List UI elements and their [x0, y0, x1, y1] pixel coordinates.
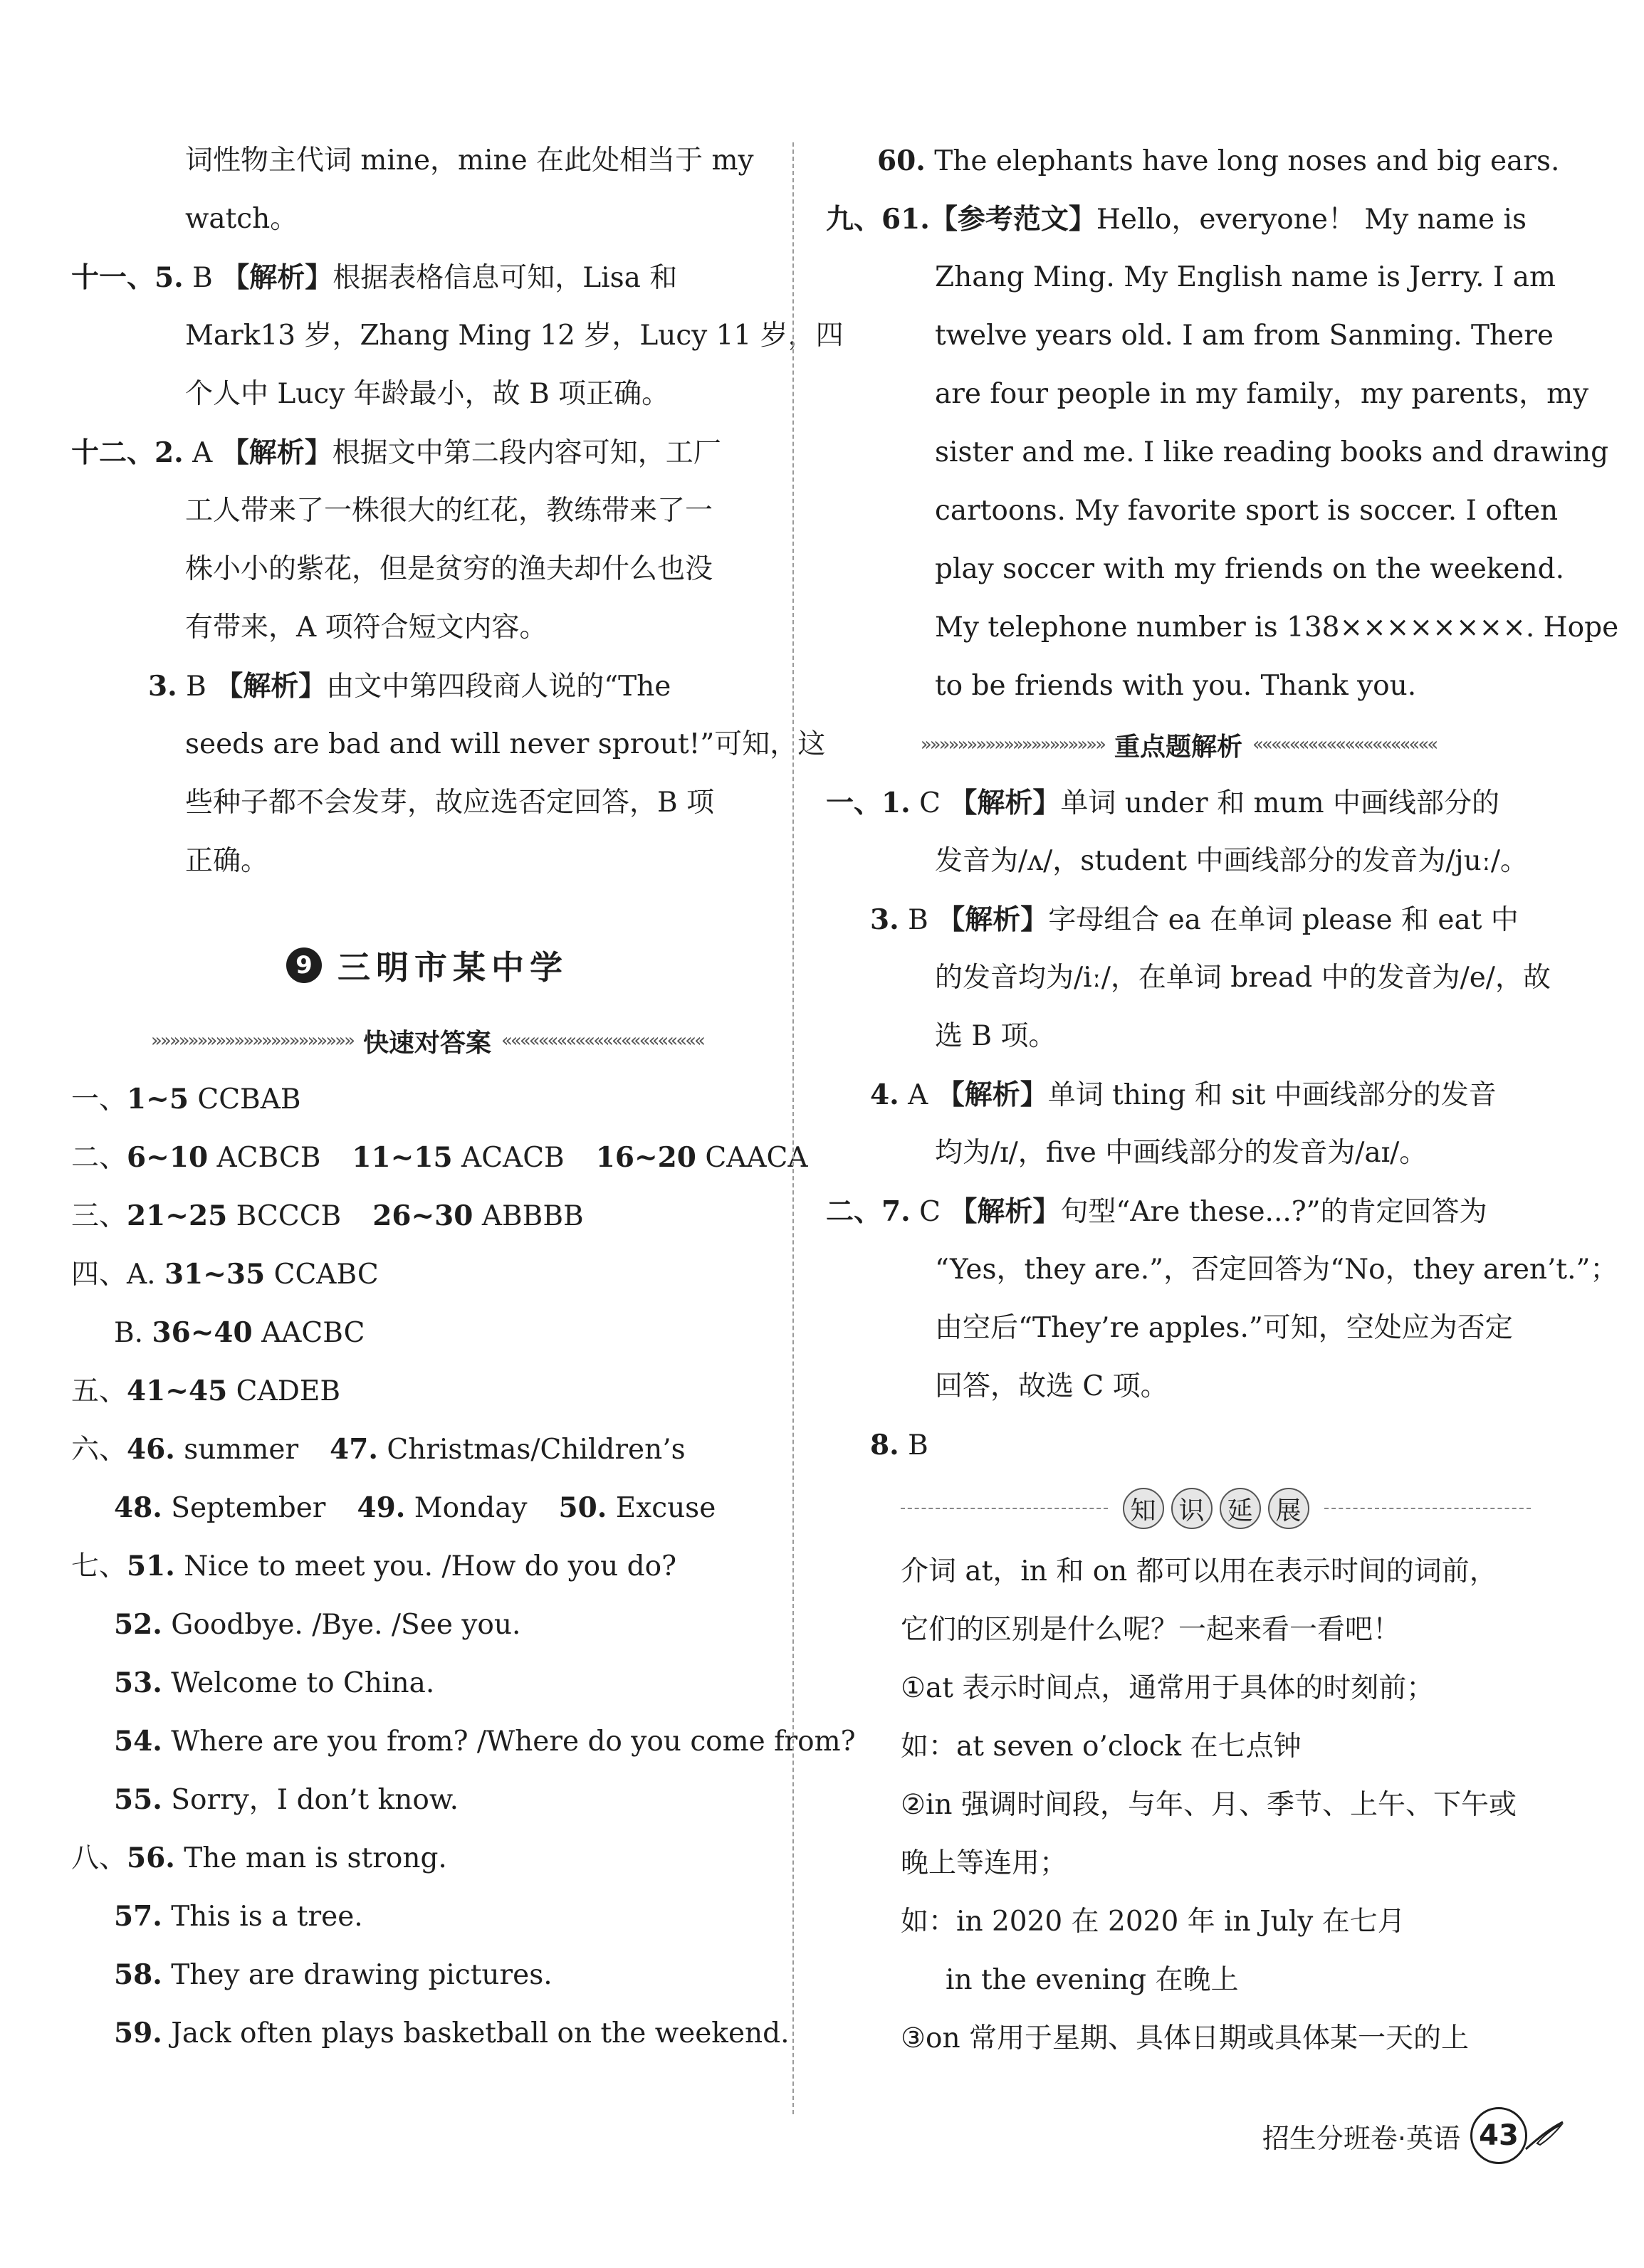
banner-title: 快速对答案	[362, 1028, 491, 1058]
text-line: 个人中 Lucy 年龄最小，故 B 项正确。	[185, 378, 670, 410]
answer-row: 52. Goodbye. /Bye. /See you.	[114, 1608, 521, 1641]
answer-row: 七、51. Nice to meet you. /How do you do?	[71, 1550, 677, 1582]
text-line: “Yes，they are.”，否定回答为“No，they aren’t.”；	[935, 1254, 1618, 1286]
text-line: 介词 at，in 和 on 都可以用在表示时间的词前，	[901, 1555, 1497, 1587]
text-line: 选 B 项。	[935, 1020, 1057, 1052]
chevrons-left-icon: ««««««««««««««««««««««	[501, 1030, 703, 1051]
answer-row: 54. Where are you from? /Where do you come from?	[114, 1725, 856, 1758]
answer-item: 4. A 【解析】单词 thing 和 sit 中画线部分的发音	[870, 1078, 1497, 1111]
text-line: ②in 强调时间段，与年、月、季节、上午、下午或	[901, 1789, 1517, 1821]
text-line: My telephone number is 138××××××××. Hope	[935, 611, 1619, 644]
quill-icon	[1523, 2118, 1566, 2153]
answer-row: 57. This is a tree.	[114, 1900, 363, 1933]
knowledge-extension-title	[1119, 1488, 1313, 1529]
answer-row: 59. Jack often plays basketball on the weekend.	[114, 2017, 790, 2049]
text-line: 株小小的紫花，但是贫穷的渔夫却什么也没	[185, 553, 713, 585]
text-line: 如：in 2020 在 2020 年 in July 在七月	[901, 1906, 1405, 1938]
banner-title: 重点题解析	[1114, 732, 1242, 762]
key-questions-banner	[826, 715, 1531, 774]
answer-item: 8. B	[870, 1429, 928, 1461]
section-title	[71, 919, 783, 1012]
chevrons-right-icon: »»»»»»»»»»»»»»»»»»»»»»	[151, 1030, 353, 1051]
text-line: 晚上等连用；	[901, 1847, 1068, 1879]
answer-item: 3. B 【解析】字母组合 ea 在单词 please 和 eat 中	[870, 903, 1519, 936]
answer-item: 十二、2. A 【解析】根据文中第二段内容可知，工厂	[71, 436, 721, 469]
text-line: 有带来，A 项符合短文内容。	[185, 611, 548, 644]
answer-row: 一、1~5 CCBAB	[71, 1083, 301, 1115]
chevrons-left-icon: ««««««««««««««««««««	[1252, 734, 1437, 755]
text-line: 均为/ɪ/，five 中画线部分的发音为/aɪ/。	[935, 1137, 1428, 1169]
text-line: in the evening 在晚上	[946, 1964, 1239, 1996]
text-line: ③on 常用于星期、具体日期或具体某一天的上	[901, 2022, 1469, 2054]
answer-item: 一、1. C 【解析】单词 under 和 mum 中画线部分的	[826, 787, 1499, 819]
knowledge-extension-banner	[826, 1474, 1531, 1543]
column-divider	[792, 142, 794, 2114]
text-line: Zhang Ming. My English name is Jerry. I am	[935, 261, 1556, 293]
answer-row: 三、21~25 BCCCB 26~30 ABBBB	[71, 1199, 584, 1232]
answer-row: 五、41~45 CADEB	[71, 1375, 341, 1407]
footer-title: 招生分班卷·英语	[1262, 2122, 1460, 2154]
answer-item: 九、61.【参考范文】Hello，everyone！ My name is	[826, 203, 1527, 236]
text-line: seeds are bad and will never sprout!”可知，这	[185, 728, 826, 760]
title-char: 延	[1220, 1488, 1261, 1529]
text-line: 回答，故选 C 项。	[935, 1370, 1168, 1402]
text-line: 工人带来了一株很大的红花，教练带来了一	[185, 495, 713, 527]
answer-row: 58. They are drawing pictures.	[114, 1958, 553, 1991]
title-char: 识	[1171, 1488, 1213, 1529]
answer-item: 3. B 【解析】由文中第四段商人说的“The	[148, 670, 671, 703]
text-line: Mark13 岁，Zhang Ming 12 岁，Lucy 11 岁，四	[185, 320, 844, 352]
text-line: 正确。	[185, 845, 269, 877]
answer-row: 53. Welcome to China.	[114, 1666, 435, 1699]
text-line: sister and me. I like reading books and drawing	[935, 436, 1609, 468]
quick-answers-banner	[71, 1012, 783, 1070]
text-line: to be friends with you. Thank you.	[935, 670, 1417, 702]
page-footer	[1262, 2104, 1566, 2168]
text-line: 由空后“They’re apples.”可知，空处应为否定	[935, 1312, 1513, 1344]
text-line: 它们的区别是什么呢？一起来看一看吧！	[901, 1614, 1401, 1646]
answer-row: 48. September 49. Monday 50. Excuse	[114, 1491, 716, 1524]
answer-row: 55. Sorry，I don’t know.	[114, 1783, 459, 1816]
answer-row: 四、A. 31~35 CCABC	[71, 1258, 379, 1291]
text-line: cartoons. My favorite sport is soccer. I often	[935, 495, 1559, 527]
text-line: 些种子都不会发芽，故应选否定回答，B 项	[185, 787, 715, 819]
answer-item: 二、7. C 【解析】句型“Are these...?”的肯定回答为	[826, 1195, 1487, 1228]
text-line: play soccer with my friends on the weekend.	[935, 553, 1564, 585]
answer-row: 二、6~10 ACBCB 11~15 ACACB 16~20 CAACA	[71, 1141, 808, 1174]
text-line: 词性物主代词 mine，mine 在此处相当于 my	[185, 145, 754, 177]
text-line: ①at 表示时间点，通常用于具体的时刻前；	[901, 1672, 1435, 1704]
answer-row: 六、46. summer 47. Christmas/Children’s	[71, 1433, 686, 1466]
answer-row: 八、56. The man is strong.	[71, 1842, 447, 1874]
text-line: twelve years old. I am from Sanming. There	[935, 320, 1554, 352]
answer-row: B. 36~40 AACBC	[114, 1316, 365, 1349]
left-column	[71, 132, 856, 2062]
text-line: 如：at seven o’clock 在七点钟	[901, 1731, 1302, 1763]
section-number-badge: 9	[286, 947, 322, 983]
chevrons-right-icon: »»»»»»»»»»»»»»»»»»»»	[920, 734, 1104, 755]
right-column	[826, 132, 1619, 2068]
banner-dash	[1324, 1508, 1532, 1509]
text-line: are four people in my family，my parents，my	[935, 378, 1589, 410]
text-line: watch。	[185, 203, 298, 235]
section-title-text: 三明市某中学	[337, 948, 568, 987]
text-line: 的发音均为/iː/，在单词 bread 中的发音为/e/，故	[935, 962, 1551, 994]
title-char: 展	[1268, 1488, 1309, 1529]
banner-dash	[901, 1508, 1108, 1509]
answer-row: 60. The elephants have long noses and big ears.	[877, 145, 1560, 177]
text-line: 发音为/ʌ/，student 中画线部分的发音为/juː/。	[935, 845, 1528, 877]
title-char: 知	[1123, 1488, 1164, 1529]
answer-item: 十一、5. B 【解析】根据表格信息可知，Lisa 和	[71, 261, 678, 294]
page-number: 43	[1470, 2107, 1527, 2164]
